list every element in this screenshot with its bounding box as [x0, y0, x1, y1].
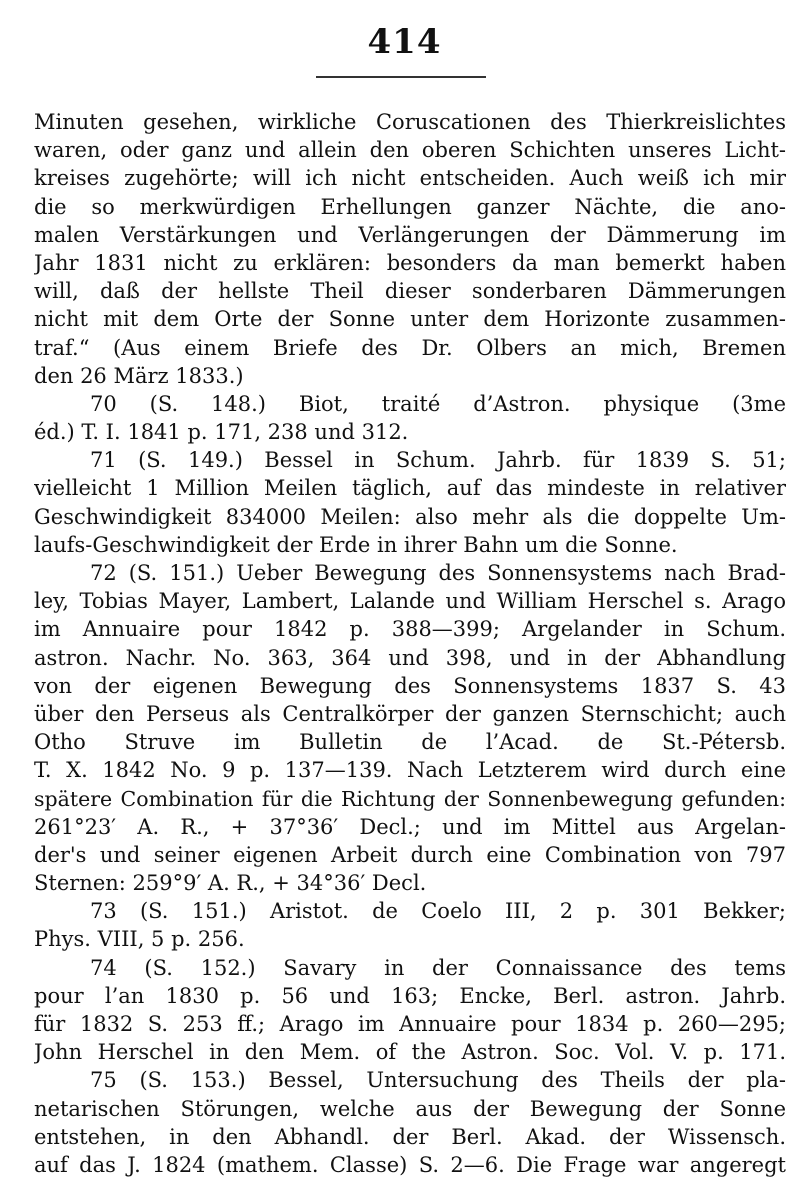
- footnote-line: 70 (S. 148.) Biot, traité d’Astron. physique (3me: [90, 391, 786, 416]
- text-line: Sternen: 259°9′ A. R., + 34°36′ Decl.: [34, 871, 427, 896]
- footnote-line: 75 (S. 153.) Bessel, Untersuchung des Theils der pla-: [90, 1068, 786, 1093]
- text-line: von der eigenen Bewegung des Sonnensystems 1837 S. 43: [34, 673, 786, 698]
- text-line: auf das J. 1824 (mathem. Classe) S. 2—6. Die Frage war angeregt: [34, 1152, 786, 1177]
- text-line: pour l’an 1830 p. 56 und 163; Encke, Berl. astron. Jahrb.: [34, 983, 786, 1008]
- text-line: netarischen Störungen, welche aus der Bewegung der Sonne: [34, 1096, 786, 1121]
- text-line: éd.) T. I. 1841 p. 171, 238 und 312.: [34, 420, 409, 445]
- text-line: Jahr 1831 nicht zu erklären: besonders da man bemerkt haben: [34, 250, 786, 275]
- text-line: ley, Tobias Mayer, Lambert, Lalande und William Herschel s. Arago: [34, 589, 786, 614]
- footnote-line: 74 (S. 152.) Savary in der Connaissance des tems: [90, 955, 786, 980]
- text-line: entstehen, in den Abhandl. der Berl. Akad. der Wissensch.: [34, 1124, 786, 1149]
- text-line: die so merkwürdigen Erhellungen ganzer Nächte, die ano-: [34, 194, 786, 219]
- text-line: den 26 März 1833.): [34, 363, 244, 388]
- text-line: 261°23′ A. R., + 37°36′ Decl.; und im Mittel aus Argelan-: [34, 814, 786, 839]
- text-line: im Annuaire pour 1842 p. 388—399; Argelander in Schum.: [34, 617, 786, 642]
- text-line: spätere Combination für die Richtung der Sonnenbewegung gefunden:: [34, 786, 786, 811]
- text-line: Otho Struve im Bulletin de l’Acad. de St.-Pétersb.: [34, 730, 786, 755]
- body-text: [34, 108, 786, 1179]
- text-line: Phys. VIII, 5 p. 256.: [34, 927, 245, 952]
- text-line: für 1832 S. 253 ff.; Arago im Annuaire pour 1834 p. 260—295;: [34, 1012, 786, 1036]
- header-rule: [316, 76, 486, 78]
- page-number: 414: [367, 22, 442, 62]
- text-line: über den Perseus als Centralkörper der ganzen Sternschicht; auch: [34, 701, 786, 726]
- text-line: T. X. 1842 No. 9 p. 137—139. Nach Letzterem wird durch eine: [34, 758, 786, 783]
- text-line: der's und seiner eigenen Arbeit durch eine Combination von 797: [34, 842, 786, 867]
- footnote-line: 71 (S. 149.) Bessel in Schum. Jahrb. für 1839 S. 51;: [90, 448, 786, 473]
- text-line: vielleicht 1 Million Meilen täglich, auf das mindeste in relativer: [34, 476, 786, 501]
- text-line: kreises zugehörte; will ich nicht entscheiden. Auch weiß ich mir: [34, 166, 786, 191]
- text-line: Minuten gesehen, wirkliche Coruscationen des Thierkreislichtes: [34, 110, 786, 134]
- text-line: malen Verstärkungen und Verlängerungen der Dämmerung im: [34, 222, 786, 247]
- footnote-line: 73 (S. 151.) Aristot. de Coelo III, 2 p. 301 Bekker;: [90, 899, 786, 924]
- text-line: nicht mit dem Orte der Sonne unter dem Horizonte zusammen-: [34, 307, 786, 332]
- text-line: Geschwindigkeit 834000 Meilen: also mehr als die doppelte Um-: [34, 504, 786, 529]
- text-line: waren, oder ganz und allein den oberen Schichten unseres Licht-: [34, 138, 786, 163]
- text-line: John Herschel in den Mem. of the Astron. Soc. Vol. V. p. 171.: [34, 1040, 786, 1065]
- text-line: will, daß der hellste Theil dieser sonderbaren Dämmerungen: [34, 279, 786, 304]
- text-line: traf.“ (Aus einem Briefe des Dr. Olbers an mich, Bremen: [34, 335, 786, 360]
- text-line: astron. Nachr. No. 363, 364 und 398, und in der Abhandlung: [34, 645, 786, 670]
- text-line: laufs-Geschwindigkeit der Erde in ihrer Bahn um die Sonne.: [34, 532, 678, 557]
- footnote-line: 72 (S. 151.) Ueber Bewegung des Sonnensystems nach Brad-: [90, 561, 786, 585]
